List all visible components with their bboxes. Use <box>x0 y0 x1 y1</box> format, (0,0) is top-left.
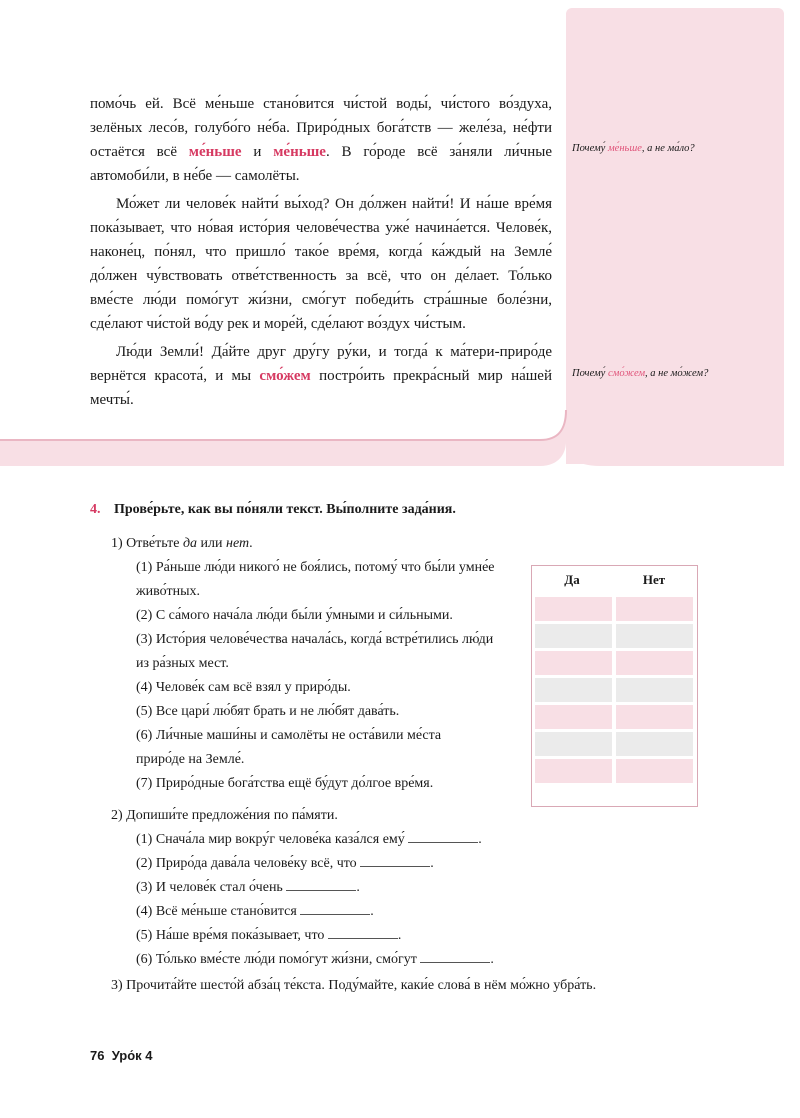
blank-1[interactable] <box>408 830 478 843</box>
statement-7: (7) Приро́дные бога́тства ещё бу́дут до́лгое вре́мя. <box>136 776 434 791</box>
yes-no-table <box>531 565 698 807</box>
answer-cell-da-6[interactable] <box>535 732 612 756</box>
statement-3: (3) Исто́рия челове́чества начала́сь, когда́ встре́тились лю́ди из ра́зных мест. <box>136 632 494 671</box>
table-header-da: Да <box>564 572 580 587</box>
lesson-label: Уро́к 4 <box>111 1048 153 1063</box>
answer-cell-net-7[interactable] <box>616 759 693 783</box>
statement-2: (2) С са́мого нача́ла лю́ди бы́ли у́мными и си́льными. <box>136 608 453 623</box>
blank-3[interactable] <box>286 878 356 891</box>
blank-2[interactable] <box>360 854 430 867</box>
statement-6: (6) Ли́чные маши́ны и самолёты не оста́вили ме́ста приро́де на Земле́. <box>136 728 442 767</box>
question-2-label: 2) Допиши́те предложе́ния по па́мяти. <box>111 808 338 823</box>
sentence-5: (5) На́ше вре́мя пока́зывает, что . <box>136 928 402 943</box>
paragraph-3: Лю́ди Земли́! Да́йте друг дру́гу ру́ки, и тогда́ к ма́тери-приро́де вернётся красота́, и мы смо́жем постро́ить прекра́сный мир на́шей мечты́. <box>90 344 552 408</box>
highlight-menshe-2: ме́ньше <box>273 144 326 160</box>
question-3: 3) Прочита́йте шесто́й абза́ц те́кста. Поду́майте, каки́е слова́ в нём мо́жно убра́ть. <box>111 978 597 993</box>
answer-cell-net-1[interactable] <box>616 597 693 621</box>
sentence-6: (6) То́лько вме́сте лю́ди помо́гут жи́зни, смо́гут . <box>136 952 494 967</box>
answer-cell-da-4[interactable] <box>535 678 612 702</box>
sentence-4: (4) Всё ме́ньше стано́вится . <box>136 904 374 919</box>
blank-5[interactable] <box>328 926 398 939</box>
answer-cell-da-2[interactable] <box>535 624 612 648</box>
sentence-1: (1) Снача́ла мир вокру́г челове́ка каза́лся ему́ . <box>136 832 482 847</box>
answer-cell-da-1[interactable] <box>535 597 612 621</box>
page-number: 76 <box>90 1048 105 1063</box>
answer-cell-da-7[interactable] <box>535 759 612 783</box>
answer-cell-net-5[interactable] <box>616 705 693 729</box>
answer-cell-da-3[interactable] <box>535 651 612 675</box>
statement-4: (4) Челове́к сам всё взял у приро́ды. <box>136 680 351 695</box>
margin-note-1: Почему́ ме́ньше, а не ма́ло? <box>572 143 695 154</box>
highlight-menshe-1: ме́ньше <box>188 144 242 160</box>
paragraph-2: Мо́жет ли челове́к найти́ вы́ход? Он до́лжен найти́! И на́ше вре́мя пока́зывает, что но́вая исто́рия челове́чества уже́ начина́ется. Челове́к, наконе́ц, по́нял, что пришло́ тако́е вре́мя, когда́ ка́ждый на Земле́ до́лжен чу́вствовать отве́тственность за всё, что он де́лает. То́лько вме́сте лю́ди помо́гут жи́зни, смо́гут победи́ть стра́шные боле́зни, сде́лают чи́стой во́ду рек и море́й, сде́лают во́здух чи́стым. <box>90 196 552 332</box>
decorative-wave <box>0 400 800 480</box>
statement-1: (1) Ра́ньше лю́ди никого́ не боя́лись, потому́ что бы́ли умне́е живо́тных. <box>136 560 495 599</box>
task-heading <box>90 502 456 518</box>
paragraph-1: помо́чь ей. Всё ме́ньше стано́вится чи́стой воды́, чи́стого во́здуха, зелёных лесо́в, голубо́го не́ба. Приро́дных бога́тств — желе́за, не́фти остаётся всё ме́ньше и ме́ньше. В го́роде всё за́няли ли́чные автомоби́ли, в не́бе — самолёты. <box>90 96 552 184</box>
answer-cell-net-4[interactable] <box>616 678 693 702</box>
question-1-label: 1) Отве́тьте да или нет. <box>111 536 253 551</box>
task-title: Прове́рьте, как вы по́няли текст. Вы́полните зада́ния. <box>114 502 456 517</box>
margin-sidebar <box>566 8 784 464</box>
answer-cell-net-2[interactable] <box>616 624 693 648</box>
table-header-net: Нет <box>642 572 666 587</box>
answer-cell-da-5[interactable] <box>535 705 612 729</box>
blank-6[interactable] <box>420 950 490 963</box>
task-number: 4. <box>90 502 101 517</box>
answer-cell-net-6[interactable] <box>616 732 693 756</box>
page-footer <box>90 1048 153 1063</box>
sentence-3: (3) И челове́к стал о́чень . <box>136 880 360 895</box>
blank-4[interactable] <box>300 902 370 915</box>
statement-5: (5) Все цари́ лю́бят брать и не лю́бят дава́ть. <box>136 704 400 719</box>
answer-cell-net-3[interactable] <box>616 651 693 675</box>
highlight-smozhem: смо́жем <box>259 368 311 384</box>
margin-note-2: Почему́ смо́жем, а не мо́жем? <box>572 368 709 379</box>
sentence-2: (2) Приро́да дава́ла челове́ку всё, что . <box>136 856 434 871</box>
